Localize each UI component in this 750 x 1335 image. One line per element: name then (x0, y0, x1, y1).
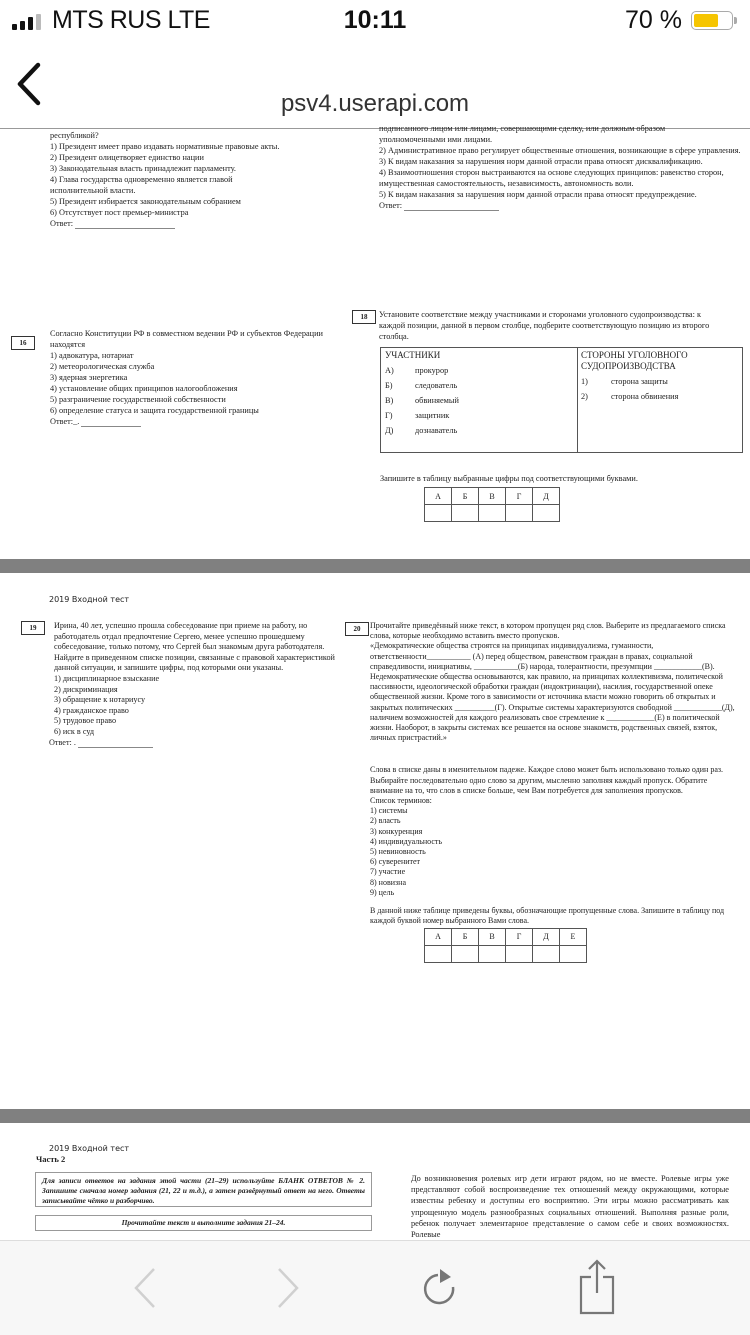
q15-option: 2) Президент олицетворяет единство нации (50, 153, 204, 162)
q17-option: уполномоченными ими лицами. (379, 135, 493, 144)
q19-number: 19 (21, 621, 45, 635)
sides-header: СТОРОНЫ УГОЛОВНОГО СУДОПРОИЗВОДСТВА (581, 350, 688, 371)
q15-option: 5) Президент избирается законодательным собранием (50, 197, 241, 206)
q15-option: 3) Законодательная власть принадлежит парламенту. (50, 164, 236, 173)
q20-block (370, 621, 738, 963)
item-letter: Д) (385, 426, 394, 435)
page-header: 2019 Входной тест (49, 1144, 130, 1153)
back-nav-button[interactable] (122, 1265, 168, 1311)
share-icon (574, 1257, 620, 1317)
q18-instruction: Запишите в таблицу выбранные цифры под соответствующими буквами. (380, 474, 638, 483)
q18-question: Установите соответствие между участниками и сторонами уголовного судопроизводства: к каждой позиции, данной в первом столбце, подберите соответствующую позицию из второго столбца. (379, 310, 710, 341)
grid-answer-cell[interactable] (533, 946, 560, 963)
grid-header: Г (506, 929, 533, 946)
reload-icon (418, 1265, 464, 1311)
grid-header: А (425, 488, 452, 505)
grid-header: Д (533, 488, 560, 505)
q20-intro: Прочитайте приведённый ниже текст, в котором пропущен ряд слов. Выберите из предлагаемого списка слова, которые необходимо вставить вместо пропусков. (370, 621, 726, 641)
side-item: сторона защиты (611, 377, 668, 386)
q18-matching-table (380, 347, 743, 453)
grid-header: В (479, 929, 506, 946)
page-separator (0, 559, 750, 573)
q20-table-instruction: В данной ниже таблице приведены буквы, обозначающие пропущенные слова. Запишите в таблицу под каждой буквой номер выбранного Вами слова. (370, 906, 725, 926)
q15-option: 4) Глава государства одновременно является главой исполнительной власти. (50, 175, 233, 195)
participant-item: прокурор (415, 366, 449, 375)
instruction-box: Для записи ответов на задания этой части (21–29) используйте БЛАНК ОТВЕТОВ № 2. Запишите сначала номер задания (21, 22 и т.д.), а затем развёрнутый ответ на него. Ответы записывайте чётко и разборчиво. (35, 1172, 372, 1207)
document-viewer[interactable] (0, 124, 750, 1240)
q17-answer-label: Ответ: (379, 201, 403, 210)
reload-button[interactable] (418, 1265, 464, 1311)
q18-answer-grid (424, 487, 560, 522)
q16-block (50, 328, 350, 427)
q17-answer-field[interactable] (404, 202, 499, 211)
q20-terms-label: Список терминов: (370, 796, 432, 806)
term-item: 6) суверенитет (370, 857, 421, 867)
grid-header: В (479, 488, 506, 505)
item-letter: Б) (385, 381, 393, 390)
term-item: 3) конкуренция (370, 826, 423, 836)
grid-answer-cell[interactable] (425, 946, 452, 963)
term-item: 8) новизна (370, 877, 406, 887)
participant-item: дознаватель (415, 426, 458, 435)
item-letter: В) (385, 396, 394, 405)
q15-option: 1) Президент имеет право издавать нормативные правовые акты. (50, 142, 280, 151)
chevron-left-icon (122, 1265, 168, 1311)
q20-number: 20 (345, 622, 369, 636)
grid-answer-cell[interactable] (452, 505, 479, 522)
item-letter: А) (385, 366, 394, 375)
q19-answer-field[interactable] (78, 739, 153, 748)
q19-option: 3) обращение к нотариусу (54, 695, 146, 705)
q20-answer-grid (424, 928, 587, 963)
term-item: 2) власть (370, 816, 401, 826)
grid-answer-cell[interactable] (452, 946, 479, 963)
q15-answer-field[interactable] (75, 220, 175, 229)
battery-percent: 70 % (625, 6, 682, 34)
q16-option: 3) ядерная энергетика (50, 373, 128, 382)
grid-answer-cell[interactable] (479, 946, 506, 963)
forward-nav-button[interactable] (265, 1265, 311, 1311)
q19-option: 5) трудовое право (54, 716, 117, 726)
term-item: 5) невиновность (370, 847, 426, 857)
browser-toolbar (0, 1240, 750, 1335)
q16-option: 6) определение статуса и защита государственной границы (50, 406, 259, 415)
q17-cut-line: подписанного лицом или лицами, совершающими сделку, или должным образом (379, 124, 666, 133)
reading-text: До возникновения ролевых игр дети играют рядом, но не вместе. Ролевые игры уже представляют собой воспроизведение тех отношений между окружающими, которые известны ребенку и доступны его восприятию. Эти игры можно рассматривать как упрощенную модель разнообразных социальных отношений. Выполняя разные роли, ребенок получает элементарное представление о самом себе и своих возможностях. Ролевые (411, 1174, 729, 1240)
q19-option: 6) иск в суд (54, 726, 95, 736)
q19-option: 1) дисциплинарное взыскание (54, 673, 160, 683)
q19-block (49, 621, 339, 748)
share-button[interactable] (574, 1257, 620, 1317)
q19-option: 4) гражданское право (54, 705, 129, 715)
participant-item: защитник (415, 411, 450, 420)
term-item: 1) системы (370, 806, 408, 816)
grid-answer-cell[interactable] (506, 505, 533, 522)
grid-answer-cell[interactable] (479, 505, 506, 522)
browser-nav-bar (0, 44, 750, 129)
q20-passage: «Демократические общества строятся на принципах индивидуализма, гуманности, ответственности___________ (А) перед обществом, равенством граждан в правах, социальной справедливости, инициативы, ___________(Б) народа, толерантности, презумпции ____________(В). Недемократические общества основываются, как правило, на принципах коллективизма, политической пассивности, идеологической обработки граждан (индоктринации), насилия, государственной опеке общественной жизни. Кроме того в зависимости от источника власти можно говорить об открытых и закрытых политических __________(Г). Открытые системы характеризуются свободной ____________(Д), наличием возможностей для каждого реализовать свое стремление к ____________(Е) в политической жизни. Наоборот, в закрыты системах все решается на основе знакомств, родственных связей, взяток, личных пристрастий.» (370, 641, 735, 743)
q19-question: Ирина, 40 лет, успешно прошла собеседование при приеме на работу, но работодатель отдал предпочтение Сергею, менее успешно прошедшему собеседование, только потому, что Сергей был знакомым друга работодателя. Найдите в приведенном списке позиции, связанные с правовой характеристикой данной ситуации, и запишите цифры, под которыми они указаны. (54, 621, 335, 673)
grid-answer-cell[interactable] (560, 946, 587, 963)
q16-answer-label: Ответ:_. (50, 417, 80, 426)
part-title: Часть 2 (36, 1154, 66, 1164)
url-label[interactable]: psv4.userapi.com (280, 90, 470, 117)
term-item: 4) индивидуальность (370, 836, 443, 846)
q17-option: 2) Административное право регулирует общественные отношения, возникающие в сфере управления. (379, 146, 741, 155)
q16-option: 5) разграничение государственной собственности (50, 395, 226, 404)
battery-icon (691, 11, 733, 30)
q19-answer-label: Ответ: . (49, 737, 76, 747)
q15-question-tail: республикой? (50, 131, 99, 140)
q20-note: Слова в списке даны в именительном падеже. Каждое слово может быть использовано только один раз. Выбирайте последовательно одно слово за другим, мысленно заполняя каждый пропуск. Обратите внимание на то, что слов в списке больше, чем Вам потребуется для заполнения пропусков. (370, 765, 724, 795)
participant-item: следователь (415, 381, 458, 390)
item-letter: Г) (385, 411, 393, 420)
carrier-label: MTS RUS LTE (52, 6, 210, 34)
q19-option: 2) дискриминация (54, 684, 118, 694)
q16-number: 16 (11, 336, 35, 350)
q15-option: 6) Отсутствует пост премьер-министра (50, 208, 189, 217)
term-item: 9) цель (370, 887, 395, 897)
q16-answer-field[interactable] (81, 418, 141, 427)
participants-header: УЧАСТНИКИ (385, 350, 441, 360)
q15-answer-label: Ответ: (50, 219, 74, 228)
grid-header: Г (506, 488, 533, 505)
grid-header: А (425, 929, 452, 946)
q16-option: 2) метеорологическая служба (50, 362, 155, 371)
q17-block (379, 123, 744, 211)
grid-header: Б (452, 488, 479, 505)
q15-block (50, 130, 280, 229)
grid-answer-cell[interactable] (425, 505, 452, 522)
task-box: Прочитайте текст и выполните задания 21–24. (35, 1215, 372, 1231)
q18-number: 18 (352, 310, 376, 324)
item-number: 1) (581, 377, 588, 386)
q17-option: 3) К видам наказания за нарушения норм данной отрасли права относят дисквалификацию. (379, 157, 703, 166)
page-separator (0, 1109, 750, 1123)
side-item: сторона обвинения (611, 392, 679, 401)
q17-option: 5) К видам наказания за нарушения норм данной отрасли права относят предупреждение. (379, 190, 697, 199)
page-header: 2019 Входной тест (49, 595, 130, 604)
status-bar (0, 0, 750, 44)
q16-option: 1) адвокатура, нотариат (50, 351, 134, 360)
clock: 10:11 (343, 6, 407, 34)
q16-question: Согласно Конституции РФ в совместном ведении РФ и субъектов Федерации находятся (50, 329, 323, 349)
grid-header: Д (533, 929, 560, 946)
chevron-right-icon (265, 1265, 311, 1311)
grid-header: Е (560, 929, 587, 946)
q16-option: 4) установление общих принципов налогообложения (50, 384, 238, 393)
term-item: 7) участие (370, 867, 406, 877)
grid-header: Б (452, 929, 479, 946)
participant-item: обвиняемый (415, 396, 459, 405)
grid-answer-cell[interactable] (533, 505, 560, 522)
item-number: 2) (581, 392, 588, 401)
q17-option: 4) Взаимоотношения сторон выстраиваются на основе следующих принципов: равенство сторон, имущественная самостоятельность, независимость, автономность воли. (379, 168, 724, 188)
grid-answer-cell[interactable] (506, 946, 533, 963)
